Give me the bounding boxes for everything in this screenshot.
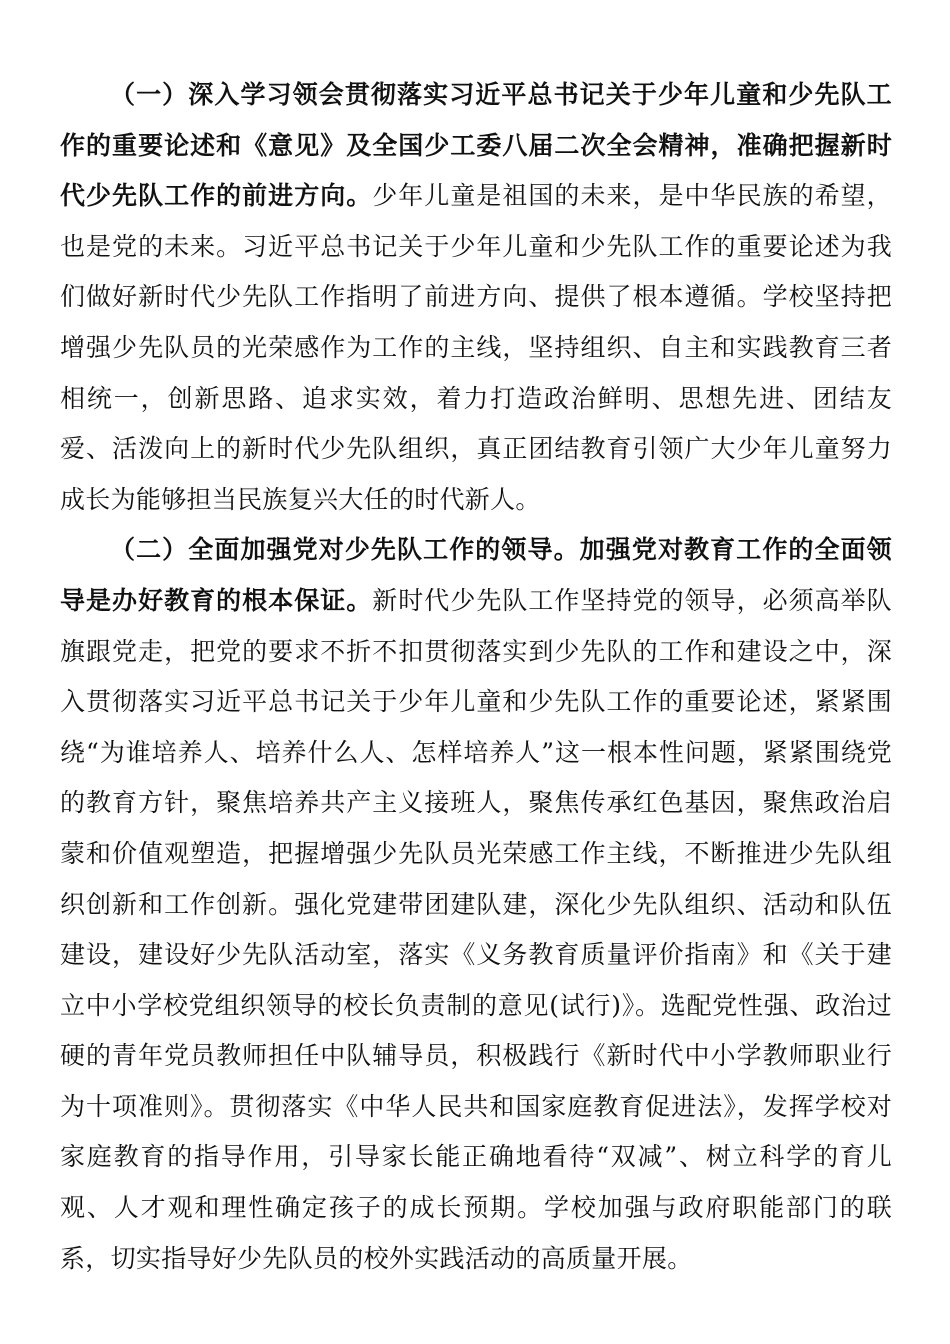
paragraph-2-heading: （二）全面加强党对少先队工作的领导。加强党对教育工作的全面领导是办好教育的根本保证。 (60, 535, 892, 615)
paragraph-2 (60, 525, 892, 1284)
paragraph-1 (60, 70, 892, 525)
paragraph-1-heading: （一）深入学习领会贯彻落实习近平总书记关于少年儿童和少先队工作的重要论述和《意见》及全国少工委八届二次全会精神，准确把握新时代少先队工作的前进方向。 (60, 80, 892, 211)
document-page (60, 70, 892, 1284)
paragraph-1-body: 少年儿童是祖国的未来，是中华民族的希望，也是党的未来。习近平总书记关于少年儿童和少先队工作的重要论述为我们做好新时代少先队工作指明了前进方向、提供了根本遵循。学校坚持把增强少先队员的光荣感作为工作的主线，坚持组织、自主和实践教育三者相统一，创新思路、追求实效，着力打造政治鲜明、思想先进、团结友爱、活泼向上的新时代少先队组织，真正团结教育引领广大少年儿童努力成长为能够担当民族复兴大任的时代新人。 (60, 181, 892, 514)
paragraph-2-body: 新时代少先队工作坚持党的领导，必须高举队旗跟党走，把党的要求不折不扣贯彻落实到少先队的工作和建设之中，深入贯彻落实习近平总书记关于少年儿童和少先队工作的重要论述，紧紧围绕“为谁培养人、培养什么人、怎样培养人”这一根本性问题，紧紧围绕党的教育方针，聚焦培养共产主义接班人，聚焦传承红色基因，聚焦政治启蒙和价值观塑造，把握增强少先队员光荣感工作主线，不断推进少先队组织创新和工作创新。强化党建带团建队建，深化少先队组织、活动和队伍建设，建设好少先队活动室，落实《义务教育质量评价指南》和《关于建立中小学校党组织领导的校长负责制的意见(试行)》。选配党性强、政治过硬的青年党员教师担任中队辅导员，积极践行《新时代中小学教师职业行为十项准则》。贯彻落实《中华人民共和国家庭教育促进法》，发挥学校对家庭教育的指导作用，引导家长能正确地看待“双减”、树立科学的育儿观、人才观和理性确定孩子的成长预期。学校加强与政府职能部门的联系，切实指导好少先队员的校外实践活动的高质量开展。 (60, 585, 892, 1273)
